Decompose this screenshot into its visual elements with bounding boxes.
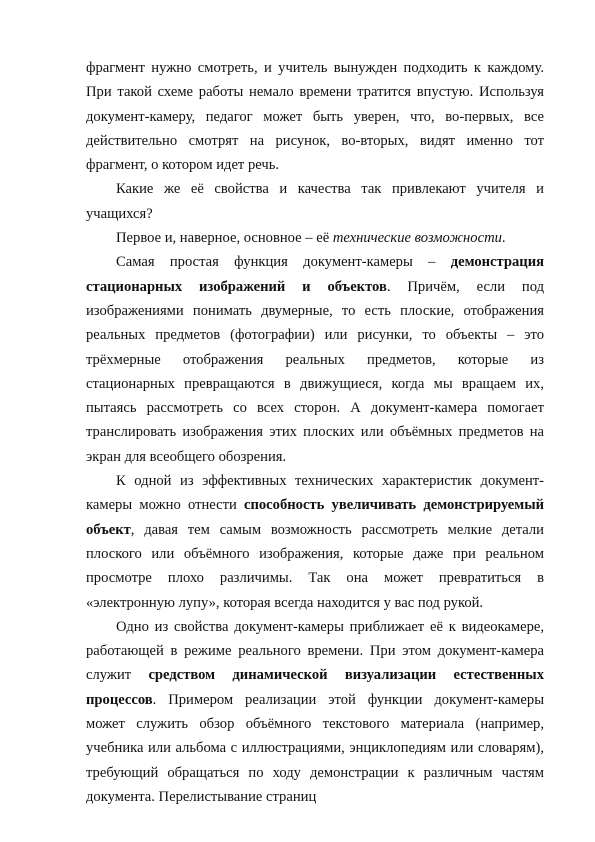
text-run: . [501,230,506,247]
text-run: фрагмент нужно смотреть, и учитель вынужден подходить к каждому. При такой схеме работы немало времени тратится впустую. Используя документ-камеру, педагог может быть уверен, что, во-первых, все действительно смотрят на рисунок, во-вторых, видят именно тот фрагмент, о котором идет речь. [86,60,544,174]
paragraph-continuation [86,56,544,177]
bold-emphasis: способность увеличивать демонстрируемый объект [86,497,545,538]
text-run: Какие же её свойства и качества так привлекают учителя и учащихся? [86,181,544,222]
paragraph-demonstration [86,250,544,469]
text-run: Самая простая функция документ-камеры – [116,254,451,271]
text-run: Одно из свойства документ-камеры приближает её к видеокамере, работающей в режиме реального времени. При этом документ-камера служит [86,618,544,684]
text-run: , давая тем самым возможность рассмотреть мелкие детали плоского или объёмного изображения, которые даже при реальном просмотре плохо различимы. Так она может превратиться в «электронную лупу», которая всегда находится у вас под рукой. [86,521,544,611]
text-run: . Причём, если под изображениями понимать двумерные, то есть плоские, отображения реальных предметов (фотографии) или рисунки, то объекты – это трёхмерные отображения реальных предметов, которые из стационарных превращаются в движущиеся, когда мы вращаем их, пытаясь рассмотреть со всех сторон. А документ-камера помогает транслировать изображения этих плоских или объёмных предметов на экран для всеобщего обозрения. [86,278,544,465]
document-body [86,56,544,809]
paragraph-question [86,177,544,226]
paragraph-video [86,615,544,809]
text-run: Первое и, наверное, основное – её [116,230,333,247]
bold-emphasis: демонстрация стационарных изображений и объектов [86,254,544,295]
text-run: К одной из эффективных технических характеристик документ-камеры можно отнести [86,473,544,514]
text-run: . Примером реализации этой функции документ-камеры может служить обзор объёмного текстового материала (например, учебника или альбома с иллюстрациями, энциклопедиям или словарям), требующий обращаться по ходу демонстрации к различным частям документа. Перелистывание страниц [86,691,544,805]
paragraph-zoom [86,469,544,615]
bold-emphasis: средством динамической визуализации естественных процессов [86,667,544,708]
italic-emphasis: технические возможности [332,230,502,247]
paragraph-first-feature [86,226,544,250]
